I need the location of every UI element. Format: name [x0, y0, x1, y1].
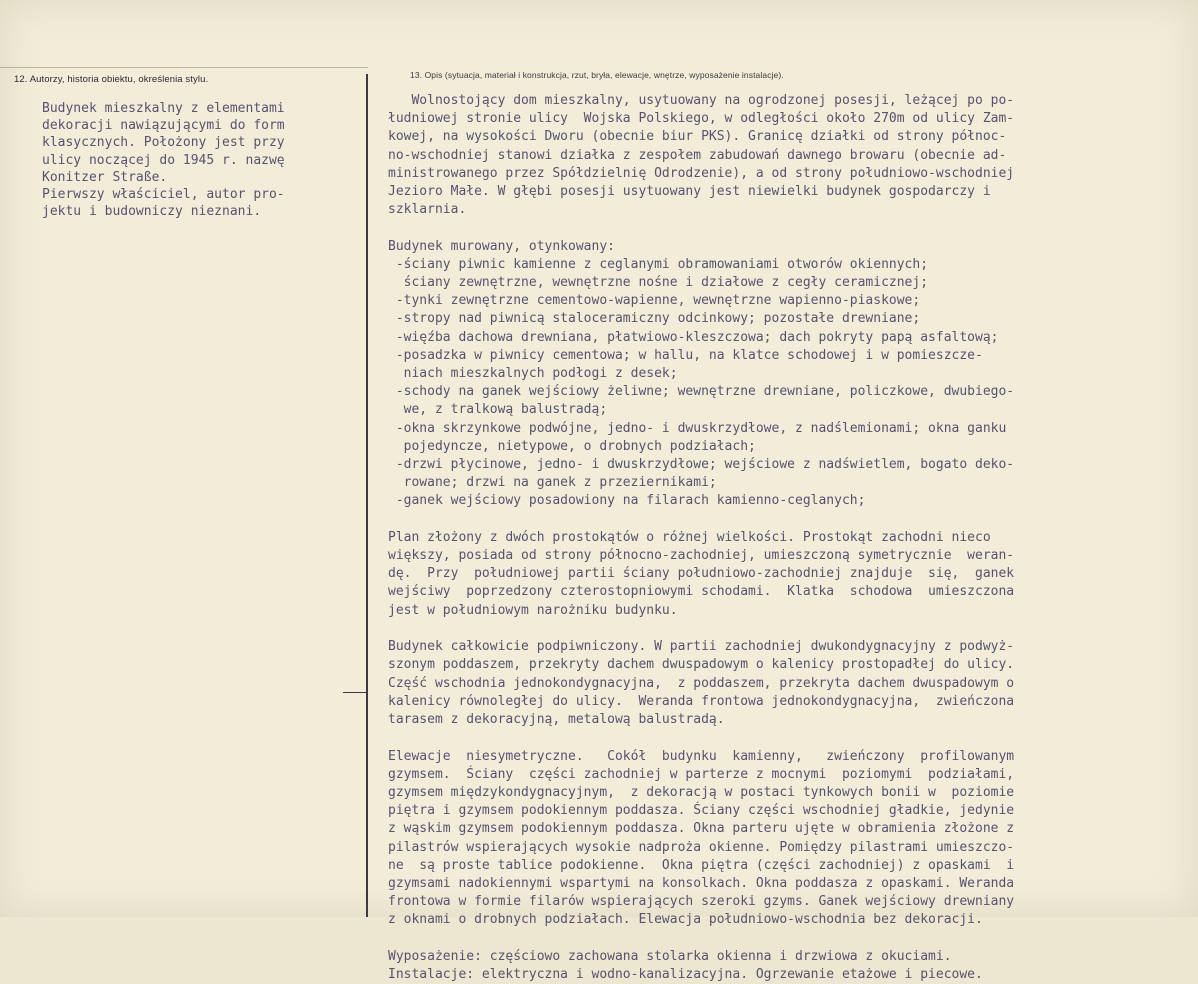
paragraph-2-line: -posadzka w piwnicy cementowa; w hallu, na klatce schodowej i w pomieszcze- [388, 347, 983, 363]
column-divider [366, 74, 368, 917]
paragraph-5-line: z wąskim gzymsem podokiennym poddasza. Okna parteru ujęte w obramienia złożone z [388, 821, 1015, 837]
paragraph-1-line: ministrowanego przez Spółdzielnię Odrodzenie), a od strony południowo-wschodniej [388, 165, 1015, 181]
paragraph-gap [388, 729, 1188, 747]
divider-tick-mark [343, 692, 367, 693]
paragraph-2-line: niach mieszkalnych podłogi z desek; [388, 366, 678, 382]
top-left-rule [0, 67, 368, 68]
paragraph-2-line: -schody na ganek wejściowy żeliwne; wewnętrzne drewniane, policzkowe, dwubiego- [388, 384, 1015, 400]
paragraph-2-line: -okna skrzynkowe podwójne, jedno- i dwuskrzydłowe, z nadślemionami; okna ganku [388, 420, 1007, 436]
paragraph-gap [388, 511, 1188, 529]
section-12-heading: 12. Autorzy, historia obiektu, określenia stylu. [14, 74, 209, 85]
left-line: Pierwszy właściciel, autor pro- [42, 187, 285, 203]
paragraph-4-line: kalenicy równoległej do ulicy. Weranda frontowa jednokondygnacyjna, zwieńczona [388, 693, 1015, 709]
paragraph-1-line: szklarnia. [388, 202, 467, 218]
paragraph-1-line: Jezioro Małe. W głębi posesji usytuowany jest niewielki budynek gospodarczy i [388, 183, 991, 199]
paragraph-5-line: pilastrów wspierających wysokie nadproża okienne. Pomiędzy pilastrami umieszczo- [388, 839, 1015, 855]
paragraph-2-line: ściany zewnętrzne, wewnętrzne nośne i działowe z cegły ceramicznej; [388, 275, 929, 291]
paragraph-6-line: Wyposażenie: częściowo zachowana stolarka okienna i drzwiowa z okuciami. [388, 948, 952, 964]
paragraph-1-line: Wolnostojący dom mieszkalny, usytuowany na ogrodzonej posesji, leżącej po po- [388, 93, 1015, 108]
paragraph-2-line: -stropy nad piwnicą staloceramiczny odcinkowy; pozostałe drewniane; [388, 311, 921, 327]
paragraph-2-line: rowane; drzwi na ganek z przeziernikami; [388, 475, 717, 491]
left-line: ulicy noczącej do 1945 r. nazwę [42, 152, 285, 168]
paragraph-5-line: ne są proste tablice podokienne. Okna piętra (części zachodniej) z opaskami i [388, 857, 1015, 873]
paragraph-1-line: łudniowej stronie ulicy Wojska Polskiego, w odległości około 270m od ulicy Zam- [388, 111, 1015, 127]
paragraph-3-line: jest w południowym narożniku budynku. [388, 602, 678, 618]
paragraph-3-line: dę. Przy południowej partii ściany południowo-zachodniej znajduje się, ganek [388, 566, 1015, 582]
paragraph-gap [388, 929, 1188, 947]
paragraph-2-line: pojedyncze, nietypowe, o drobnych podziałach; [388, 438, 756, 454]
paragraph-5-line: Elewacje niesymetryczne. Cokół budynku kamienny, zwieńczony profilowanym [388, 748, 1015, 764]
paragraph-6-line: Instalacje: elektryczna i wodno-kanalizacyjna. Ogrzewanie etażowe i piecowe. [388, 967, 983, 983]
left-line: dekoracji nawiązującymi do form [42, 118, 285, 134]
paragraph-5-line: frontowa w formie filarów wspierających szeroki gzyms. Ganek wejściowy drewniany [388, 894, 1015, 910]
section-12-body [42, 100, 362, 220]
paragraph-3-line: wejściwy poprzedzony czterostopniowymi schodami. Klatka schodowa umieszczona [388, 584, 1015, 600]
paragraph-4-line: Budynek całkowicie podpiwniczony. W partii zachodniej dwukondygnacyjny z podwyż- [388, 639, 1015, 655]
paragraph-2-line: -ganek wejściowy posadowiony na filarach kamienno-ceglanych; [388, 493, 866, 509]
paragraph-2-line: we, z tralkową balustradą; [388, 402, 608, 418]
paragraph-gap [388, 620, 1188, 638]
left-line: Budynek mieszkalny z elementami [42, 101, 285, 116]
paragraph-1-line: kowej, na wysokości Dworu (obecnie biur PKS). Granicę działki od strony północ- [388, 129, 1007, 145]
paragraph-5-line: gzymsem. Ściany części zachodniej w parterze z mocnymi poziomymi podziałami, [388, 766, 1015, 782]
paragraph-1-line: no-wschodniej stanowi działka z zespołem zabudowań dawnego browaru (obecnie ad- [388, 147, 1007, 163]
paragraph-2-line: -ściany piwnic kamienne z ceglanymi obramowaniami otworów okiennych; [388, 256, 929, 272]
paragraph-2-line: Budynek murowany, otynkowany: [388, 238, 615, 254]
left-line: jektu i budowniczy nieznani. [42, 204, 262, 220]
paragraph-5-line: gzymsami nadokiennymi wspartymi na konsolkach. Okna poddasza z opaskami. Weranda [388, 875, 1015, 891]
paragraph-gap [388, 219, 1188, 237]
paragraph-5-line: piętra i gzymsem podokiennym poddasza. Ściany części wschodniej gładkie, jedynie [388, 803, 1015, 819]
paragraph-2-line: -więźba dachowa drewniana, płatwiowo-kleszczowa; dach pokryty papą asfaltową; [388, 329, 999, 345]
paragraph-3-line: większy, posiada od strony północno-zachodniej, umieszczoną symetrycznie weran- [388, 548, 1015, 564]
paragraph-4-line: tarasem z dekoracyjną, metalową balustradą. [388, 711, 725, 727]
paragraph-2-line: -tynki zewnętrzne cementowo-wapienne, wewnętrzne wapienno-piaskowe; [388, 293, 921, 309]
paragraph-2-line: -drzwi płycinowe, jedno- i dwuskrzydłowe; wejściowe z nadświetlem, bogato deko- [388, 456, 1015, 472]
section-13-body [388, 92, 1188, 984]
paragraph-3-line: Plan złożony z dwóch prostokątów o różnej wielkości. Prostokąt zachodni nieco [388, 529, 991, 545]
left-line: klasycznych. Położony jest przy [42, 135, 285, 151]
section-13-heading: 13. Opis (sytuacja, materiał i konstrukcja, rzut, bryła, elewacje, wnętrze, wyposażenie instalacje). [410, 70, 784, 80]
paragraph-5-line: z oknami o drobnych podziałach. Elewacja południowo-wschodnia bez dekoracji. [388, 912, 983, 928]
paragraph-4-line: Część wschodnia jednokondygnacyjna, z poddaszem, przekryta dachem dwuspadowym o [388, 675, 1015, 691]
paragraph-5-line: gzymsem międzykondygnacyjnym, z dekoracją w postaci tynkowych bonii w poziomie [388, 784, 1015, 800]
left-line: Konitzer Straße. [42, 169, 168, 185]
paragraph-4-line: szonym poddaszem, przekryty dachem dwuspadowym o kalenicy prostopadłej do ulicy. [388, 657, 1015, 673]
